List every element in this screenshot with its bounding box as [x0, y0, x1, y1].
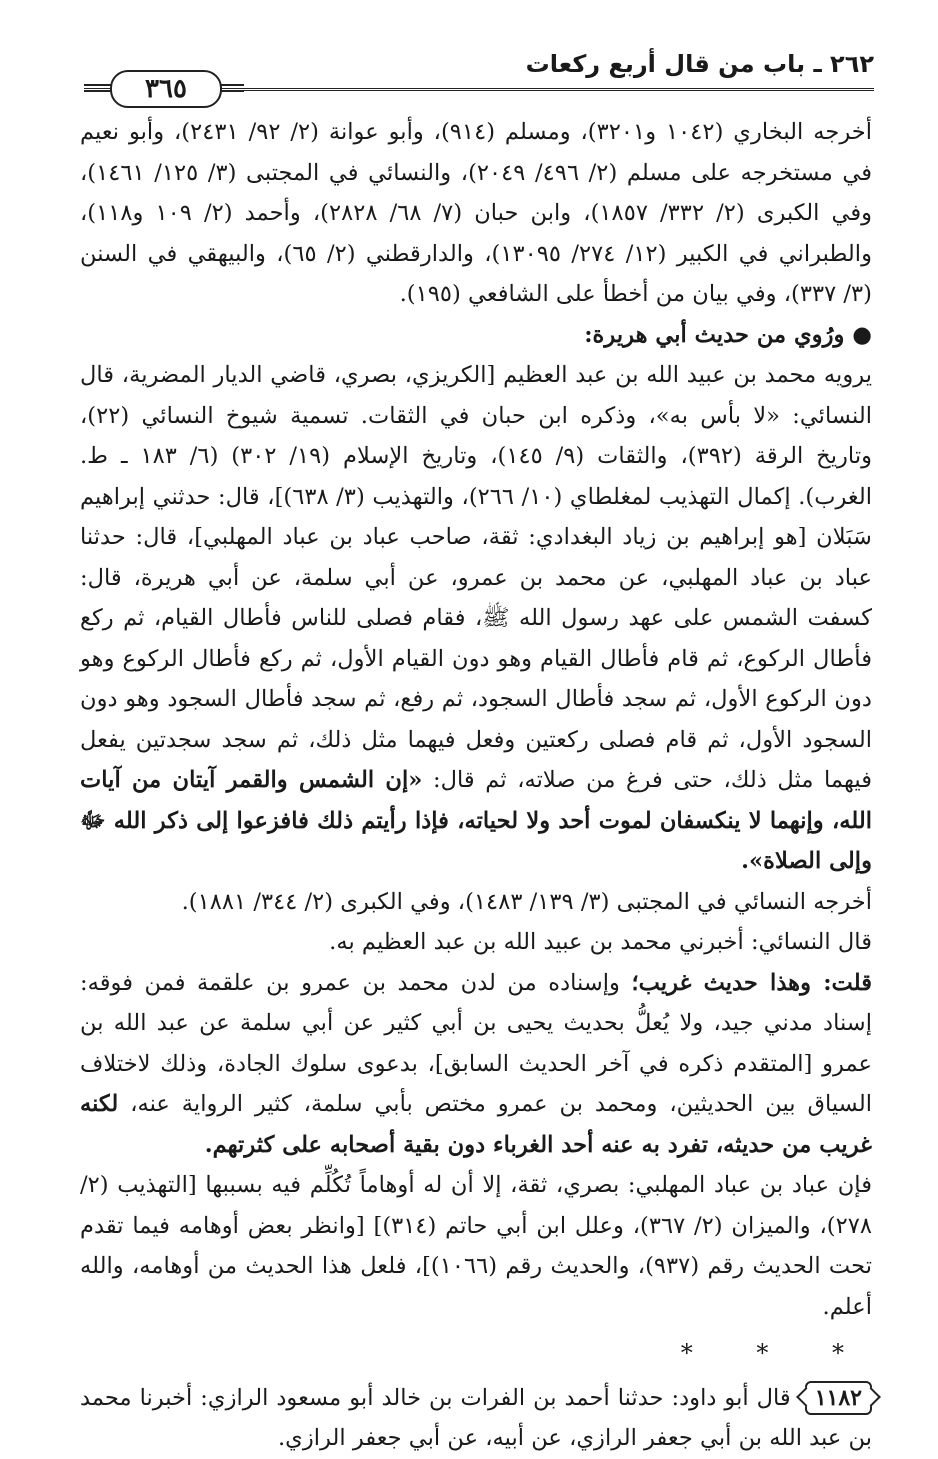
isnad-text: يرويه محمد بن عبيد الله بن عبد العظيم [الكريزي، بصري، قاضي الديار المضرية، قال النسائي: «لا بأس به»، وذكره ابن حبان في الثقات. تسمية شيوخ النسائي (٢٢)، وتاريخ الرقة (٣٩٢)، والثقات (٩/ ١٤٥)، وتاريخ الإسلام (١٩/ ٣٠٢) (٦/ ١٨٣ ـ ط. الغرب). إكمال التهذيب لمغلطاي (١٠/ ٢٦٦)، والتهذيب (٣/ ٦٣٨)]، قال: حدثني إبراهيم سَبَلان [هو إبراهيم بن زياد البغدادي: ثقة، صاحب عباد بن عباد المهلبي]، قال: حدثنا عباد بن عباد المهلبي، عن محمد بن عمرو، عن أبي سلمة، عن أبي هريرة، قال: كسفت الشمس على عهد رسول الله ﷺ، فقام فصلى للناس فأطال القيام، ثم ركع فأطال الركوع، ثم قام فأطال القيام وهو دون القيام الأول، ثم ركع فأطال الركوع وهو دون الركوع الأول، ثم سجد فأطال السجود، ثم رفع، ثم سجد فأطال السجود وهو دون السجود الأول، ثم قام فصلى ركعتين وفعل فيهما مثل ذلك، ثم سجد سجدتين يفعل فيهما مثل ذلك، حتى فرغ من صلاته، ثم قال: — [80, 362, 873, 793]
nasai-quote: قال النسائي: أخبرني محمد بن عبيد الله بن عبد العظيم به. — [329, 929, 872, 955]
section-heading: ● ورُوي من حديث أبي هريرة: — [584, 321, 872, 348]
page-number: ٣٦٥ — [110, 70, 222, 108]
hadith-matn: «إن الشمس والقمر آيتان من آيات الله، وإنهما لا ينكسفان لموت أحد ولا لحياته، فإذا رأيتم ذلك فافزعوا إلى ذكر الله ﷻ وإلى الصلاة». — [80, 767, 872, 874]
next-hadith — [80, 1378, 872, 1459]
isnad-paragraph — [80, 355, 872, 882]
page-header — [84, 48, 874, 104]
chapter-title: ٢٦٢ ـ باب من قال أربع ركعات — [525, 50, 874, 78]
hadith-isnad: قال أبو داود: حدثنا أحمد بن الفرات بن خالد أبو مسعود الرازي: أخبرنا محمد بن عبد الله بن أبي جعفر الرازي، عن أبيه، عن أبي جعفر الرازي. — [80, 1384, 872, 1451]
section-separator: * * * — [680, 1339, 872, 1367]
commentary-paragraph — [80, 963, 872, 1166]
commentary-lead: قلت: وهذا حديث غريب؛ — [631, 969, 872, 996]
commentary-conclusion: لكنه غريب من حديثه، تفرد به عنه أحد الغرباء دون بقية أصحابه على كثرتهم. — [80, 1091, 872, 1158]
narrator-note: فإن عباد بن عباد المهلبي: بصري، ثقة، إلا أن له أوهاماً تُكُلِّم فيه بسببها [التهذيب (٢/ ٢٧٨)، والميزان (٢/ ٣٦٧)، وعلل ابن أبي حاتم (٣١٤)] [وانظر بعض أوهامه فيما تقدم تحت الحديث رقم (٩٣٧)، والحديث رقم (١٠٦٦)]، فلعل هذا الحديث من أوهامه، والله أعلم. — [80, 1172, 873, 1320]
page-number-ornament — [84, 66, 244, 108]
takhrij-paragraph: أخرجه البخاري (١٠٤٢ و٣٢٠١)، ومسلم (٩١٤)، وأبو عوانة (٢/ ٩٢/ ٢٤٣١)، وأبو نعيم في مستخرجه على مسلم (٢/ ٤٩٦/ ٢٠٤٩)، والنسائي في المجتبى (٣/ ١٢٥/ ١٤٦١)، وفي الكبرى (٢/ ٣٣٢/ ١٨٥٧)، وابن حبان (٧/ ٦٨/ ٢٨٢٨)، وأحمد (٢/ ١٠٩ و١١٨)، والطبراني في الكبير (١٢/ ٢٧٤/ ١٣٠٩٥)، والدارقطني (٢/ ٦٥)، والبيهقي في السنن (٣/ ٣٣٧)، وفي بيان من أخطأ على الشافعي (١٩٥). — [80, 119, 873, 307]
takhrij-nasai: أخرجه النسائي في المجتبى (٣/ ١٣٩/ ١٤٨٣)، وفي الكبرى (٢/ ٣٤٤/ ١٨٨١). — [181, 888, 872, 915]
page-body — [80, 112, 872, 1459]
commentary-text: وإسناده من لدن محمد بن عمرو بن علقمة فمن فوقه: إسناد مدني جيد، ولا يُعلُّ بحديث يحيى بن أبي كثير عن أبي سلمة عن عبد الله بن عمرو [المتقدم ذكره في آخر الحديث السابق]، بدعوى سلوك الجادة، وذلك لاختلاف السياق بين الحديثين، ومحمد بن عمرو مختص بأبي سلمة، كثير الرواية عنه، — [80, 969, 873, 1117]
hadith-number-badge: ١١٨٢ — [805, 1381, 872, 1415]
